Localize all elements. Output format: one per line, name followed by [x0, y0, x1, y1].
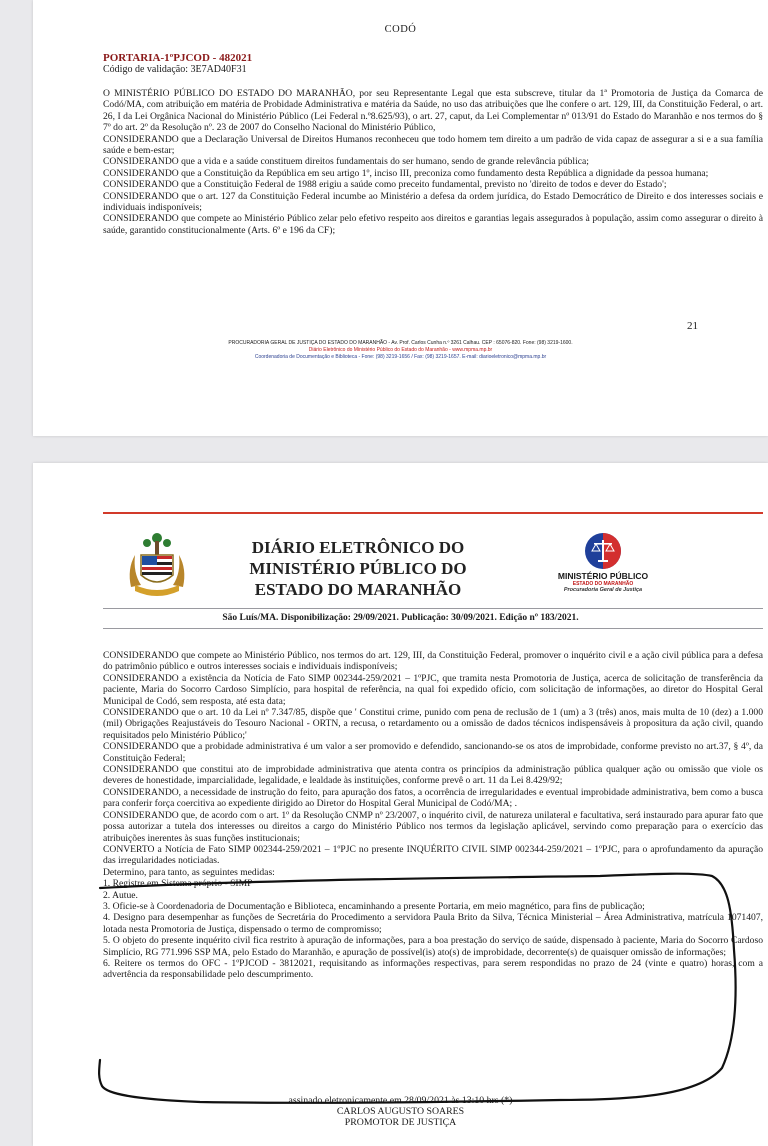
paragraph: CONSIDERANDO que, de acordo com o art. 1º da Resolução CNMP nº 23/2007, o inquérito civil, de natureza unilateral e facultativa, será instaurado para apurar fato que possa autorizar a tutela dos interesses ou direitos a cargo do Ministério Público nos termos da legislação aplicável, servindo como preparação para o exercício das atribuições inerentes às suas funções institucionais;	[103, 809, 763, 844]
signatory-title: PROMOTOR DE JUSTIÇA	[344, 1117, 457, 1128]
measure-item: 1. Registre em Sistema próprio - SIMP	[103, 878, 253, 890]
paragraph: CONSIDERANDO que compete ao Ministério Público, nos termos do art. 129, III, da Constituição Federal, promover o inquérito civil e a ação civil pública para a defesa do patrimônio público e outros interesses sociais e individuais indisponíveis;	[103, 650, 763, 673]
footer-contact: Coordenadoria de Documentação e Biblioteca - Fone: (98) 3219-1656 / Fax: (98) 3219-1657. E-mail: diarioeletronico@mpma.mp.br	[254, 354, 547, 360]
paragraph: CONSIDERANDO que constitui ato de improbidade administrativa que atenta contra os princípios da administração pública qualquer ação ou omissão que viole os deveres de honestidade, imparcialidade, legalidade, e lealdade às instituições, conforme prevê o art. 11 da Lei 8.429/92;	[103, 764, 763, 787]
measure-item: 3. Oficie-se à Coordenadoria de Documentação e Biblioteca, encaminhando a presente Portaria, em meio magnético, para fins de publicação;	[103, 900, 645, 912]
paragraph: CONVERTO a Notícia de Fato SIMP 002344-259/2021 – 1ºPJC no presente INQUÉRITO CIVIL SIMP 002344-259/2021 – 1ºPJC, para o aprofundamento da apuração das irregularidades noticiadas.	[103, 843, 763, 867]
measure-item: 4. Designo para desempenhar as funções de Secretária do Procedimento a servidora Paula Brito da Silva, Técnica Ministerial – Área Administrativa, matrícula 1071407, lotada nesta Promotoria de Justiça, dispensado o termo de compromisso;	[103, 912, 763, 935]
measure-item: 2. Autue.	[103, 889, 138, 901]
paragraph: O MINISTÉRIO PÚBLICO DO ESTADO DO MARANHÃO, por seu Representante Legal que esta subscreve, titular da 1ª Promotoria de Justiça da Comarca de Codó/MA, com atribuição em matéria de Probidade Administrativa e matéria da Saúde, no uso das atribuições que lhe confere o art. 129, III, da Constituição Federal, o art. 26, I da Lei Orgânica Nacional do Ministério Público (Lei Federal n.º8.625/93), o art. 27, caput, da Lei Complementar nº 013/91 do Estado do Maranhão e nos termos do § 7º do art. 2º da Resolução nº. 23 de 2007 do Conselho Nacional do Ministério Público,	[103, 88, 763, 134]
measure-item: 6. Reitere os termos do OFC - 1ºPJCOD - 3812021, requisitando as informações respectivas, para serem respondidas no prazo de 24 (vinte e quatro) horas, com a advertência da responsabilidade pelo descumprimento.	[103, 957, 763, 981]
validation-code: Código de validação: 3E7AD40F31	[103, 64, 247, 75]
signatory-name: CARLOS AUGUSTO SOARES	[336, 1106, 465, 1117]
mp-logo-name: MINISTÉRIO PÚBLICO	[557, 571, 649, 581]
diario-title-line: ESTADO DO MARANHÃO	[254, 580, 462, 599]
paragraph: CONSIDERANDO que o art. 10 da Lei nº 7.347/85, dispõe que ' Constitui crime, punido com pena de reclusão de 1 (um) a 3 (três) anos, mais multa de 10 (dez) a 1.000 (mil) Obrigações Reajustáveis do Tesouro Nacional - ORTN, a recusa, o retardamento ou a omissão de dados técnicos indispensáveis à propositura da ação civil, quando requisitados pelo Ministério Público;'	[103, 707, 763, 741]
page-number: 21	[687, 320, 698, 332]
footer-diario: Diário Eletrônico do Ministério Público do Estado do Maranhão - www.mpma.mp.br	[308, 347, 493, 353]
paragraph: CONSIDERANDO que a probidade administrativa é um valor a ser promovido e defendido, sancionando-se os atos de improbidade, conforme previsto no art.37, § 4º, da Constituição Federal;	[103, 741, 763, 764]
signature-timestamp: assinado eletronicamente em 28/09/2021 às 13:10 hrs (*)	[288, 1095, 513, 1106]
measure-item: 5. O objeto do presente inquérito civil fica restrito à apuração de informações, para a boa prestação do serviço de saúde, dispensado à paciente, Maria do Socorro Cardoso Simplício, RG 771.996 SSP MA, pelo Estado do Maranhão, e apuração de possível(is) ato(s) de improbidade, decorrente(s) de quaisquer omissão de informações;	[103, 935, 763, 958]
paragraph: Determino, para tanto, as seguintes medidas:	[103, 866, 275, 878]
paragraph: CONSIDERANDO a existência da Notícia de Fato SIMP 002344-259/2021 – 1ºPJC, que tramita nesta Promotoria de Justiça, acerca de solicitação de transferência da paciente, Maria do Socorro Cardoso Simplício, para hospital de referência, na qual foi expedido ofício, com solicitação de informações, ao diretor do Hospital Geral Municipal de Codó, sem resposta, até esta data;	[103, 672, 763, 707]
paragraph: CONSIDERANDO, a necessidade de instrução do feito, para apuração dos fatos, a ocorrência de irregularidades e eventual improbidade administrativa, bem como a busca para conferir força coercitiva ao expediente dirigido ao Diretor do Hospital Geral Municipal de Codó/MA; .	[103, 786, 763, 810]
mp-logo-sub: Procuradoria Geral de Justiça	[563, 587, 643, 593]
mp-logo-state: ESTADO DO MARANHÃO	[572, 581, 634, 587]
diario-title-line: DIÁRIO ELETRÔNICO DO	[251, 538, 465, 557]
paragraph: CONSIDERANDO que a vida e a saúde constituem direitos fundamentais do ser humano, sendo de grande relevância pública;	[103, 156, 589, 168]
paragraph: CONSIDERANDO que o art. 127 da Constituição Federal incumbe ao Ministério a defesa da ordem jurídica, do Estado Democrático de Direito e dos interesses sociais e individuais indisponíveis;	[103, 190, 763, 214]
portaria-title: PORTARIA-1ºPJCOD - 482021	[103, 52, 253, 64]
diario-title-line: MINISTÉRIO PÚBLICO DO	[249, 559, 467, 578]
paragraph: CONSIDERANDO que a Declaração Universal de Direitos Humanos reconheceu que todo homem tem direito a um padrão de vida capaz de assegurar a si e a sua família saúde e bem-estar;	[103, 133, 763, 157]
city-header: CODÓ	[384, 24, 417, 35]
paragraph: CONSIDERANDO que a Constituição Federal de 1988 erigiu a saúde como preceito fundamental, previsto no 'direito de todos e dever do Estado';	[103, 179, 667, 191]
paragraph: CONSIDERANDO que a Constituição da República em seu artigo 1º, inciso III, preconiza como fundamento desta República a dignidade da pessoa humana;	[103, 167, 709, 179]
footer-address: PROCURADORIA GERAL DE JUSTIÇA DO ESTADO DO MARANHÃO - Av. Prof. Carlos Cunha n.º 3261 Calhau. CEP : 65076-820. Fone: (98) 3219-1600.	[228, 340, 573, 346]
publication-info: São Luís/MA. Disponibilização: 29/09/2021. Publicação: 30/09/2021. Edição nº 183/2021.	[222, 613, 579, 623]
paragraph: CONSIDERANDO que compete ao Ministério Público zelar pelo efetivo respeito aos direitos e garantias legais assegurados à população, assim como assegurar o direito à saúde, garantido constitucionalmente (Arts. 6º e 196 da CF);	[103, 213, 763, 236]
